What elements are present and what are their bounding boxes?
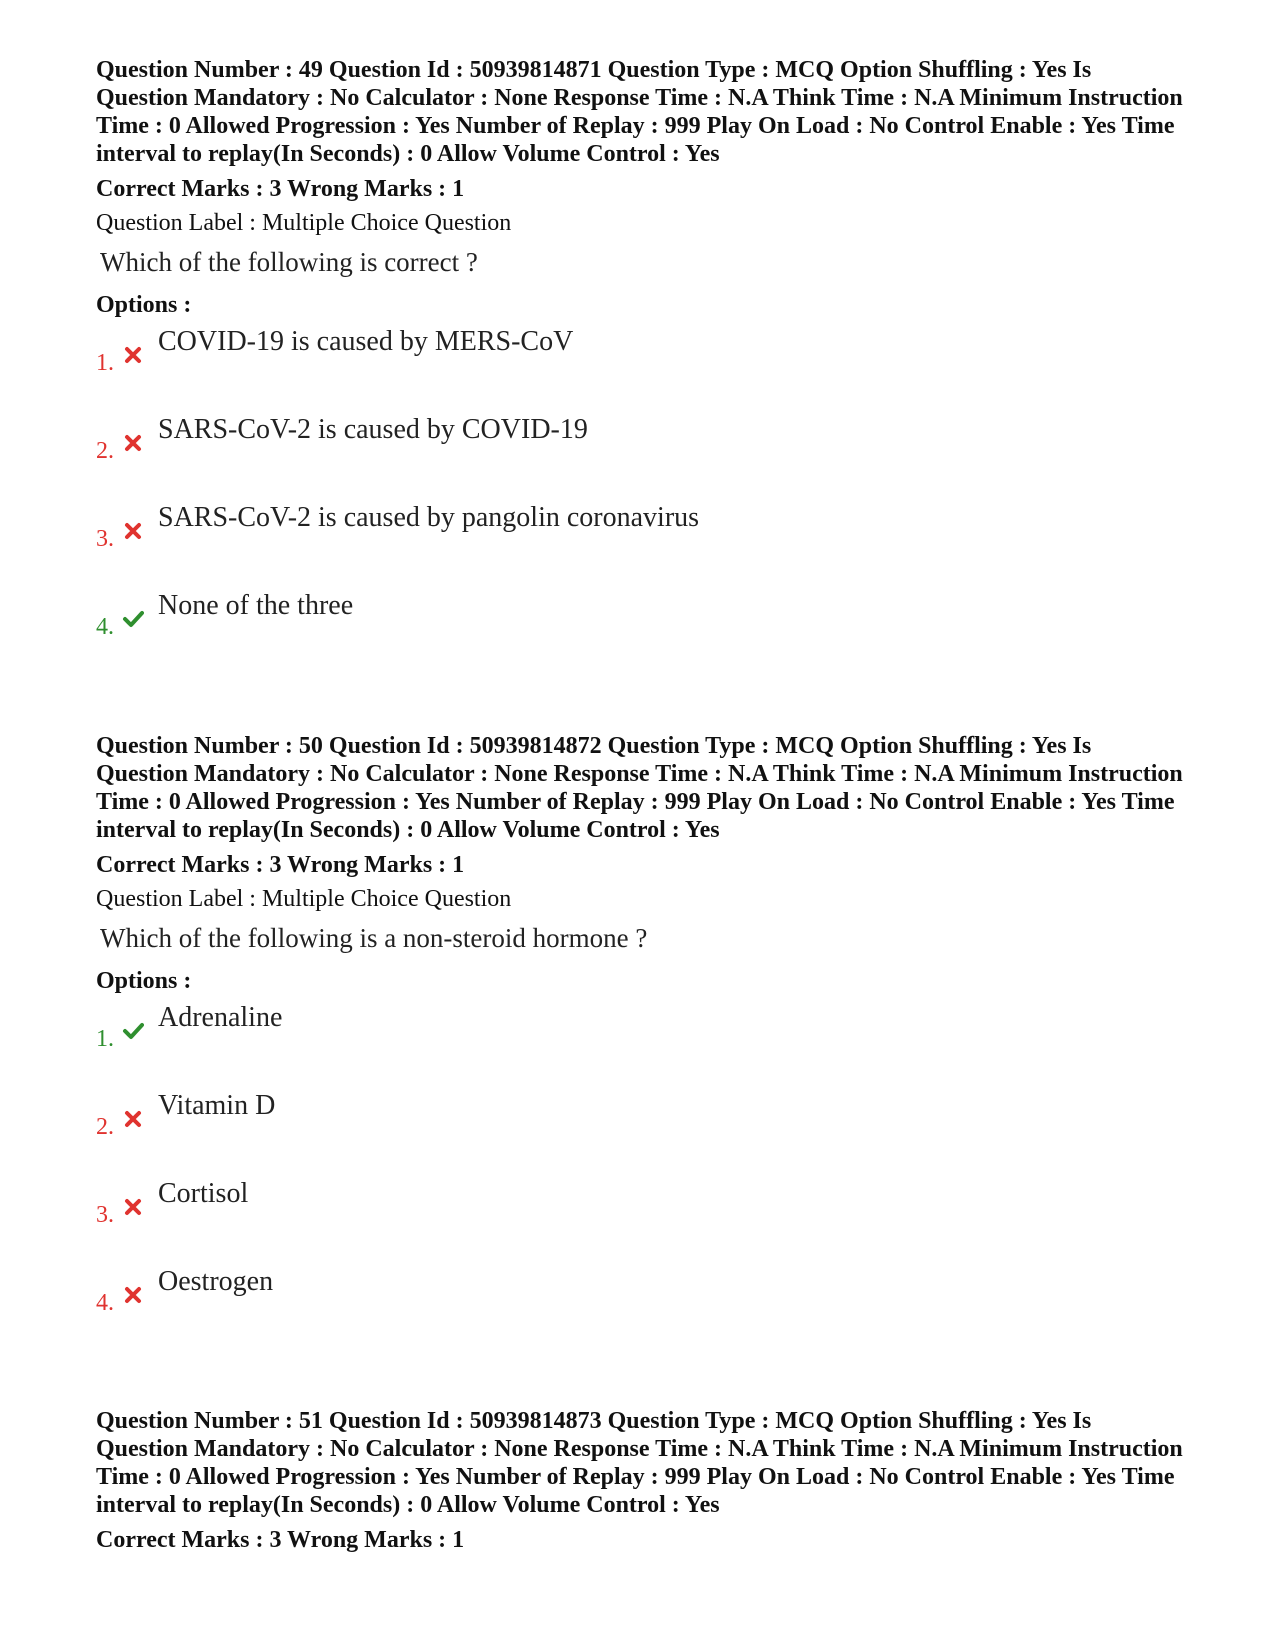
option-2	[96, 1083, 1186, 1171]
option-1	[96, 319, 1186, 407]
option-3	[96, 495, 1186, 583]
cross-icon	[122, 1284, 144, 1306]
question-marks: Correct Marks : 3 Wrong Marks : 1	[96, 852, 465, 878]
question-meta: Question Number : 50 Question Id : 50939814872 Question Type : MCQ Option Shuffling : Yes Is Question Mandatory : No Calculator : None Response Time : N.A Think Time : N.A Minimum Instruction Time : 0 Allowed Progression : Yes Number of Replay : 999 Play On Load : No Control Enable : Yes Time interval to replay(In Seconds) : 0 Allow Volume Control : Yes	[96, 733, 1183, 843]
option-2	[96, 407, 1186, 495]
question-marks: Correct Marks : 3 Wrong Marks : 1	[96, 176, 465, 202]
question-text: Which of the following is correct ?	[100, 247, 478, 277]
option-text: Vitamin D	[158, 1090, 276, 1121]
cross-icon	[122, 1108, 144, 1130]
option-number: 2.	[96, 438, 114, 464]
option-text: SARS-CoV-2 is caused by COVID-19	[158, 414, 588, 445]
question-label: Question Label : Multiple Choice Question	[96, 886, 512, 912]
options-list	[96, 995, 1186, 1347]
option-3	[96, 1171, 1186, 1259]
option-text: Cortisol	[158, 1178, 249, 1209]
options-list	[96, 319, 1186, 671]
option-text: None of the three	[158, 590, 354, 621]
check-icon	[122, 1020, 144, 1042]
question-marks: Correct Marks : 3 Wrong Marks : 1	[96, 1527, 465, 1553]
cross-icon	[122, 344, 144, 366]
check-icon	[122, 608, 144, 630]
question-block-50	[96, 732, 1186, 1347]
cross-icon	[122, 1196, 144, 1218]
question-meta: Question Number : 49 Question Id : 50939814871 Question Type : MCQ Option Shuffling : Yes Is Question Mandatory : No Calculator : None Response Time : N.A Think Time : N.A Minimum Instruction Time : 0 Allowed Progression : Yes Number of Replay : 999 Play On Load : No Control Enable : Yes Time interval to replay(In Seconds) : 0 Allow Volume Control : Yes	[96, 57, 1183, 167]
option-number: 4.	[96, 614, 114, 640]
option-number: 3.	[96, 1202, 114, 1228]
option-number: 2.	[96, 1114, 114, 1140]
cross-icon	[122, 432, 144, 454]
option-number: 4.	[96, 1290, 114, 1316]
option-number: 1.	[96, 350, 114, 376]
option-4	[96, 583, 1186, 671]
question-block-49	[96, 56, 1186, 671]
option-text: SARS-CoV-2 is caused by pangolin coronavirus	[158, 502, 700, 533]
question-label: Question Label : Multiple Choice Question	[96, 210, 512, 236]
option-4	[96, 1259, 1186, 1347]
option-text: Adrenaline	[158, 1002, 283, 1033]
option-number: 1.	[96, 1026, 114, 1052]
cross-icon	[122, 520, 144, 542]
question-block-51	[96, 1407, 1186, 1554]
option-number: 3.	[96, 526, 114, 552]
options-heading: Options :	[96, 968, 192, 994]
option-1	[96, 995, 1186, 1083]
question-meta: Question Number : 51 Question Id : 50939814873 Question Type : MCQ Option Shuffling : Yes Is Question Mandatory : No Calculator : None Response Time : N.A Think Time : N.A Minimum Instruction Time : 0 Allowed Progression : Yes Number of Replay : 999 Play On Load : No Control Enable : Yes Time interval to replay(In Seconds) : 0 Allow Volume Control : Yes	[96, 1408, 1183, 1518]
option-text: Oestrogen	[158, 1266, 274, 1297]
option-text: COVID-19 is caused by MERS-CoV	[158, 326, 574, 357]
question-text: Which of the following is a non-steroid hormone ?	[100, 923, 648, 953]
options-heading: Options :	[96, 292, 192, 318]
